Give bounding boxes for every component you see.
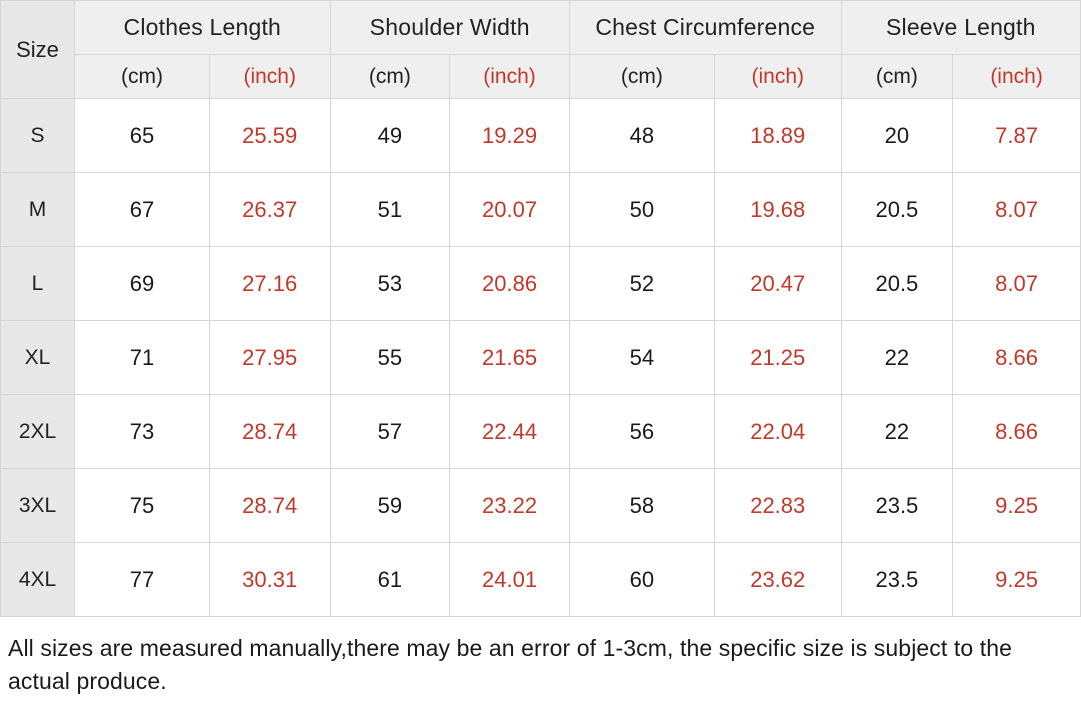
column-group-shoulder-width: Shoulder Width [330,1,569,55]
table-row [1,543,1081,617]
cell-chest-circumference-inch: 22.83 [714,469,841,543]
cell-clothes-length-cm: 71 [75,321,210,395]
cell-clothes-length-inch: 28.74 [209,395,330,469]
unit-header-shoulder-width-inch: (inch) [450,55,570,99]
cell-chest-circumference-cm: 60 [569,543,714,617]
cell-sleeve-length-inch: 8.07 [953,247,1081,321]
cell-sleeve-length-inch: 8.66 [953,395,1081,469]
column-group-clothes-length: Clothes Length [75,1,331,55]
column-header-size: Size [1,1,75,99]
row-size-label: M [1,173,75,247]
cell-shoulder-width-cm: 51 [330,173,450,247]
cell-shoulder-width-cm: 57 [330,395,450,469]
cell-sleeve-length-inch: 9.25 [953,543,1081,617]
cell-chest-circumference-inch: 23.62 [714,543,841,617]
cell-clothes-length-inch: 30.31 [209,543,330,617]
unit-header-chest-circumference-cm: (cm) [569,55,714,99]
cell-chest-circumference-cm: 56 [569,395,714,469]
cell-shoulder-width-cm: 49 [330,99,450,173]
cell-sleeve-length-cm: 22 [841,321,953,395]
cell-clothes-length-inch: 28.74 [209,469,330,543]
unit-header-chest-circumference-inch: (inch) [714,55,841,99]
cell-shoulder-width-cm: 55 [330,321,450,395]
cell-shoulder-width-inch: 21.65 [450,321,570,395]
cell-sleeve-length-cm: 23.5 [841,543,953,617]
table-row [1,321,1081,395]
table-row [1,99,1081,173]
header-group-row [1,1,1081,55]
cell-shoulder-width-inch: 20.07 [450,173,570,247]
unit-header-sleeve-length-cm: (cm) [841,55,953,99]
cell-chest-circumference-inch: 21.25 [714,321,841,395]
cell-chest-circumference-inch: 18.89 [714,99,841,173]
cell-shoulder-width-inch: 23.22 [450,469,570,543]
row-size-label: L [1,247,75,321]
cell-chest-circumference-inch: 20.47 [714,247,841,321]
cell-sleeve-length-inch: 8.66 [953,321,1081,395]
cell-clothes-length-inch: 27.16 [209,247,330,321]
table-row [1,395,1081,469]
row-size-label: 2XL [1,395,75,469]
cell-shoulder-width-inch: 20.86 [450,247,570,321]
cell-sleeve-length-cm: 20 [841,99,953,173]
cell-chest-circumference-inch: 19.68 [714,173,841,247]
cell-chest-circumference-cm: 48 [569,99,714,173]
cell-clothes-length-cm: 73 [75,395,210,469]
cell-sleeve-length-cm: 20.5 [841,173,953,247]
cell-sleeve-length-inch: 8.07 [953,173,1081,247]
column-group-chest-circumference: Chest Circumference [569,1,841,55]
cell-sleeve-length-inch: 9.25 [953,469,1081,543]
column-group-sleeve-length: Sleeve Length [841,1,1080,55]
cell-chest-circumference-cm: 50 [569,173,714,247]
cell-clothes-length-inch: 25.59 [209,99,330,173]
table-row [1,173,1081,247]
row-size-label: 3XL [1,469,75,543]
measurement-disclaimer: All sizes are measured manually,there may be an error of 1-3cm, the specific size is subject to the actual produce. [8,635,1013,694]
cell-sleeve-length-cm: 22 [841,395,953,469]
row-size-label: 4XL [1,543,75,617]
cell-clothes-length-inch: 26.37 [209,173,330,247]
cell-clothes-length-cm: 65 [75,99,210,173]
unit-header-shoulder-width-cm: (cm) [330,55,450,99]
cell-clothes-length-cm: 77 [75,543,210,617]
table-body [1,99,1081,617]
row-size-label: S [1,99,75,173]
cell-shoulder-width-cm: 61 [330,543,450,617]
cell-chest-circumference-inch: 22.04 [714,395,841,469]
cell-chest-circumference-cm: 58 [569,469,714,543]
table-row [1,247,1081,321]
cell-shoulder-width-inch: 19.29 [450,99,570,173]
cell-sleeve-length-inch: 7.87 [953,99,1081,173]
cell-clothes-length-inch: 27.95 [209,321,330,395]
unit-header-sleeve-length-inch: (inch) [953,55,1081,99]
cell-chest-circumference-cm: 52 [569,247,714,321]
cell-clothes-length-cm: 69 [75,247,210,321]
cell-shoulder-width-inch: 22.44 [450,395,570,469]
table-row [1,469,1081,543]
header-unit-row [1,55,1081,99]
cell-clothes-length-cm: 67 [75,173,210,247]
cell-chest-circumference-cm: 54 [569,321,714,395]
cell-shoulder-width-cm: 53 [330,247,450,321]
cell-shoulder-width-inch: 24.01 [450,543,570,617]
cell-clothes-length-cm: 75 [75,469,210,543]
table-header [1,1,1081,99]
unit-header-clothes-length-inch: (inch) [209,55,330,99]
cell-sleeve-length-cm: 23.5 [841,469,953,543]
cell-shoulder-width-cm: 59 [330,469,450,543]
row-size-label: XL [1,321,75,395]
unit-header-clothes-length-cm: (cm) [75,55,210,99]
cell-sleeve-length-cm: 20.5 [841,247,953,321]
